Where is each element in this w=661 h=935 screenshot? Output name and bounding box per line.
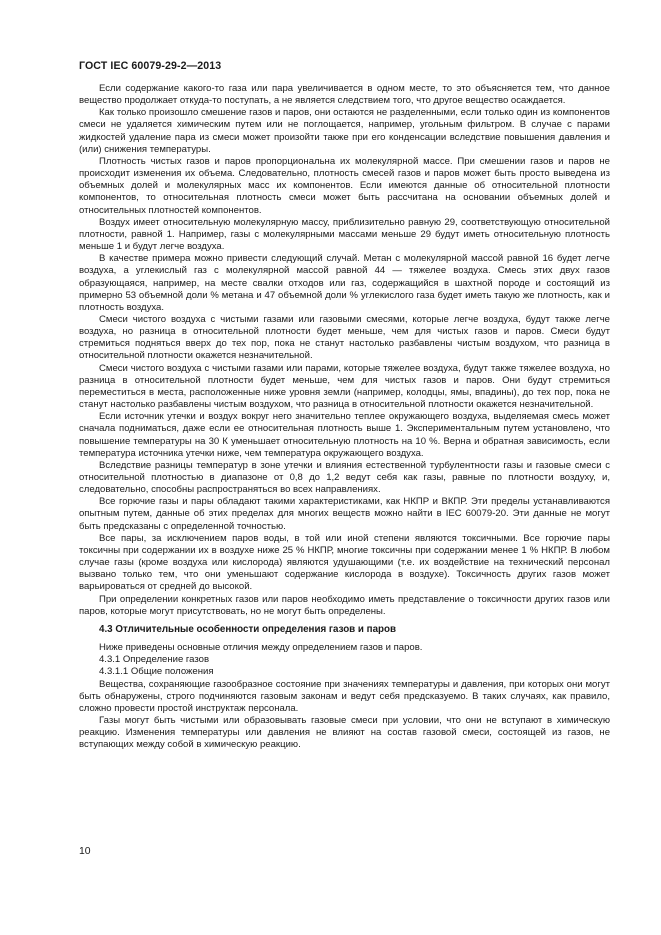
section-heading: 4.3 Отличительные особенности определения газов и паров	[99, 623, 397, 635]
paragraph: Плотность чистых газов и паров пропорциональна их молекулярной массе. При смешении газов и паров не происходит изменения их объема. Следовательно, плотность смесей газов и паров может быть просто выведена из объемных долей и молекулярных масс их компонентов. Если имеются данные об относительной плотности компонентов, то относительная плотность смеси может быть рассчитана на основании объемных долей и относительных плотностей компонентов.	[79, 155, 610, 216]
paragraph: Воздух имеет относительную молекулярную массу, приблизительно равную 29, соответствующую относительной плотности, равной 1. Например, газы с молекулярными массами меньше 29 будут иметь относительную плотность меньше 1 и будут легче воздуха.	[79, 216, 610, 253]
paragraph: Если содержание какого-то газа или пара увеличивается в одном месте, то это объясняется тем, что данное вещество продолжает откуда-то поступать, а не является следствием того, что другое вещество осаждается.	[79, 83, 610, 107]
paragraph: В качестве примера можно привести следующий случай. Метан с молекулярной массой равной 16 будет легче воздуха, а углекислый газ с молекулярной массой равной 44 — тяжелее воздуха. Смесь этих двух газов образующаяся, например, на месте свалки отходов или газ, содержащийся в шахтной породе и состоящий из примерно 53 объемной доли % метана и 47 объемной доли % углекислого газа будет иметь такую же плотность, как и плотность воздуха.	[79, 253, 610, 313]
paragraph: Газы могут быть чистыми или образовывать газовые смеси при условии, что они не вступают в химическую реакцию. Изменения температуры или давления не влияют на состав газовой смеси, состоящей из газов, не вступающих между собой в химическую реакцию.	[79, 714, 610, 751]
paragraph: Смеси чистого воздуха с чистыми газами или газовыми смесями, которые легче воздуха, будут также легче воздуха, но разница в относительной плотности будет меньше, чем для чистых газов и паров. Смеси будут стремиться подняться вверх до тех пор, пока не станут настолько разбавлены чистым воздухом, что разница в относительной плотности окажется незначительной.	[79, 313, 610, 362]
subsubsection-heading: 4.3.1.1 Общие положения	[99, 666, 214, 678]
paragraph: Как только произошло смешение газов и паров, они остаются не разделенными, если только один из компонентов смеси не удаляется химическим путем или не поглощается, например, угольным фильтром. В случае с парами жидкостей удаление пара из смеси может произойти также при его конденсации вследствие повышения давления и (или) снижения температуры.	[79, 107, 610, 155]
document-body	[79, 83, 610, 751]
paragraph: Все горючие газы и пары обладают такими характеристиками, как НКПР и ВКПР. Эти пределы устанавливаются опытным путем, данные об этих пределах для многих веществ можно найти в IEC 60079-20. Эти данные не могут быть предсказаны с определенной точностью.	[79, 496, 610, 532]
paragraph: Если источник утечки и воздух вокруг него значительно теплее окружающего воздуха, выделяемая смесь может сначала подниматься, даже если ее относительная плотность выше 1. Экспериментальным путем установлено, что повышение температуры на 30 К уменьшает относительную плотность на 10 %. Верна и обратная зависимость, если температура источника утечки ниже, чем температура окружающего воздуха.	[79, 411, 610, 459]
paragraph: Вещества, сохраняющие газообразное состояние при значениях температуры и давления, при которых они могут быть обнаружены, строго подчиняются газовым законам и ведут себя предсказуемо. В таких случаях, как правило, сложно провести простой инструктаж персонала.	[79, 678, 610, 714]
paragraph: Все пары, за исключением паров воды, в той или иной степени являются токсичными. Все горючие пары токсичны при содержании их в воздухе ниже 25 % НКПР, многие токсичны при содержании менее 1 % НКПР. В любом случае газы (кроме воздуха или кислорода) являются удушающими (т.е. их воздействие на технический персонал вызвано только тем, что они уменьшают содержание кислорода в воздухе). Токсичность других газов может варьироваться от средней до высокой.	[79, 532, 610, 593]
paragraph: Смеси чистого воздуха с чистыми газами или парами, которые тяжелее воздуха, будут также тяжелее воздуха, но разница в относительной плотности будет меньше, чем для чистых газов и паров. Они будут стремиться переместиться в места, расположенные ниже уровня земли (например, колодцы, ямы, впадины), до тех пор, пока не станут настолько разбавлены чистым воздухом, что разница в относительной плотности окажется незначительной.	[79, 362, 610, 411]
subsection-heading: 4.3.1 Определение газов	[99, 654, 210, 666]
standard-header: ГОСТ IEC 60079-29-2—2013	[79, 60, 222, 72]
paragraph: Вследствие разницы температур в зоне утечки и влияния естественной турбулентности газы и газовые смеси с относительной плотностью в диапазоне от 0,8 до 1,2 ведут себя как газы, равные по плотности воздуху, и, следовательно, способны распространяться во всех направлениях.	[79, 459, 610, 496]
page-number: 10	[79, 846, 91, 857]
section-intro: Ниже приведены основные отличия между определением газов и паров.	[99, 642, 423, 654]
paragraph: При определении конкретных газов или паров необходимо иметь представление о токсичности других газов или паров, которые могут присутствовать, но не могут быть определены.	[79, 593, 610, 617]
